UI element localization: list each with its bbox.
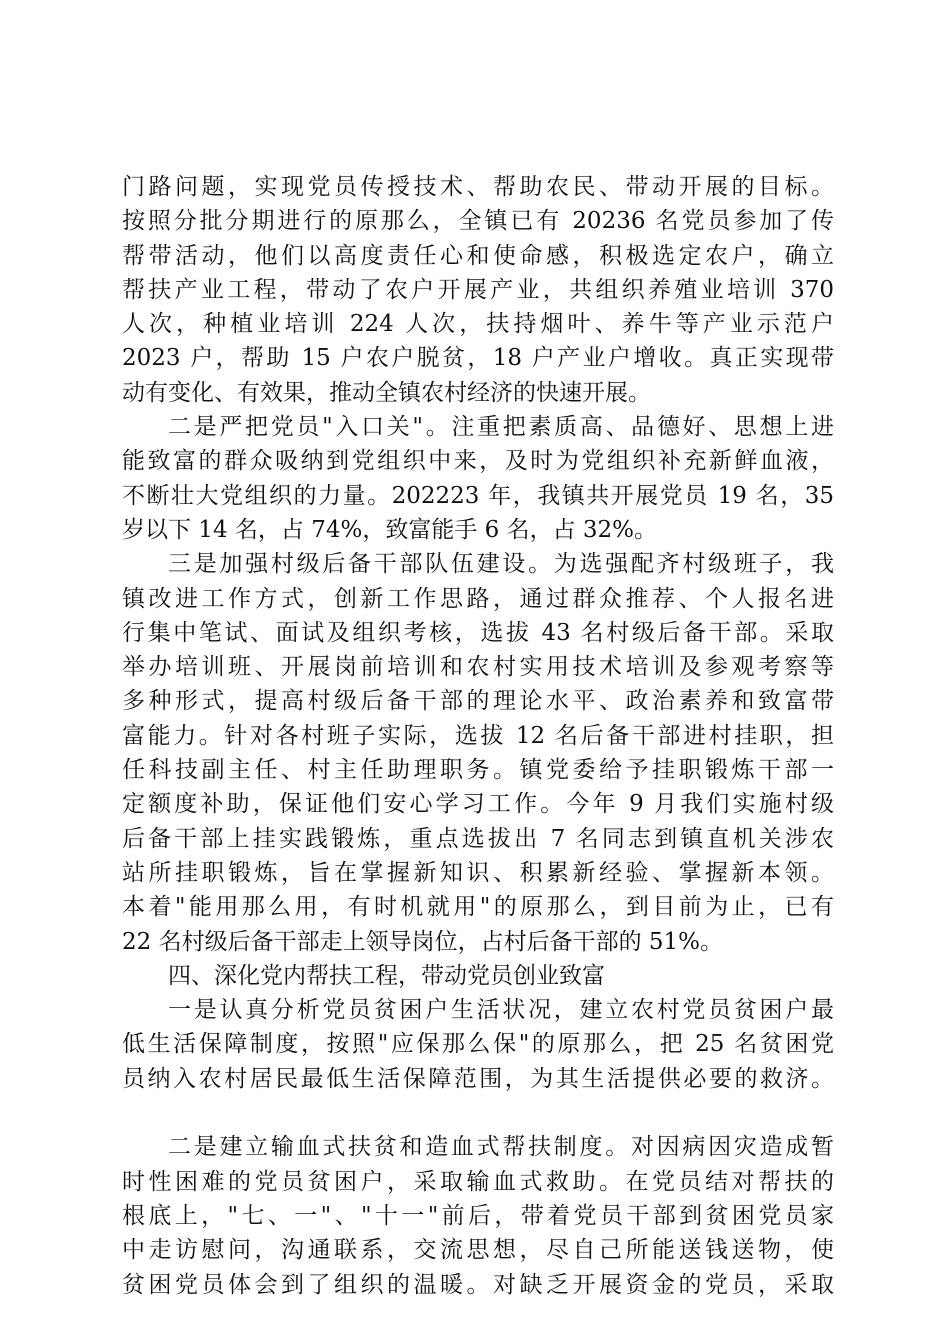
text-line: 低生活保障制度，按照"应保那么保"的原那么，把 25 名贫困党 xyxy=(122,1031,834,1058)
paragraph-start: 二是建立输血式扶贫和造血式帮扶制度。对因病因灾造成暂 xyxy=(168,1134,834,1161)
section-heading: 四、深化党内帮扶工程，带动党员创业致富 xyxy=(168,962,605,989)
text-line: 中走访慰问，沟通联系，交流思想，尽自己所能送钱送物，使 xyxy=(122,1237,834,1264)
blank-line xyxy=(122,1096,834,1130)
body-text xyxy=(122,170,834,1302)
text-line: 时性困难的党员贫困户，采取输血式救助。在党员结对帮扶的 xyxy=(122,1168,834,1195)
text-line: 多种形式，提高村级后备干部的理论水平、政治素养和致富带 xyxy=(122,688,834,715)
text-line: 行集中笔试、面试及组织考核，选拔 43 名村级后备干部。采取 xyxy=(122,619,834,646)
paragraph-start: 一是认真分析党员贫困户生活状况，建立农村党员贫困户最 xyxy=(168,997,834,1024)
text-line: 举办培训班、开展岗前培训和农村实用技术培训及参观考察等 xyxy=(122,654,834,681)
text-line: 帮带活动，他们以高度责任心和使命感，积极选定农户，确立 xyxy=(122,242,834,269)
text-line: 员纳入农村居民最低生活保障范围，为其生活提供必要的救济。 xyxy=(122,1065,834,1092)
text-line: 站所挂职锻炼，旨在掌握新知识、积累新经验、掌握新本领。 xyxy=(122,859,834,886)
text-line: 不断壮大党组织的力量。202223 年，我镇共开展党员 19 名，35 xyxy=(122,482,834,509)
text-line: 按照分批分期进行的原那么，全镇已有 20236 名党员参加了传 xyxy=(122,208,834,235)
text-line: 能致富的群众吸纳到党组织中来，及时为党组织补充新鲜血液， xyxy=(122,448,834,475)
text-line: 2023 户，帮助 15 户农户脱贫，18 户产业户增收。真正实现带 xyxy=(122,345,834,372)
text-line: 岁以下 14 名，占 74%，致富能手 6 名，占 32%。 xyxy=(122,516,658,543)
text-line: 后备干部上挂实践锻炼，重点选拔出 7 名同志到镇直机关涉农 xyxy=(122,825,834,852)
text-line: 定额度补助，保证他们安心学习工作。今年 9 月我们实施村级 xyxy=(122,791,834,818)
text-line: 人次，种植业培训 224 人次，扶持烟叶、养牛等产业示范户 xyxy=(122,311,834,338)
text-line: 帮扶产业工程，带动了农户开展产业，共组织养殖业培训 370 xyxy=(122,276,834,303)
text-line: 根底上，"七、一"、"十一"前后，带着党员干部到贫困党员家 xyxy=(122,1202,834,1229)
text-line: 22 名村级后备干部走上领导岗位，占村后备干部的 51%。 xyxy=(122,928,724,955)
paragraph-start: 三是加强村级后备干部队伍建设。为选强配齐村级班子，我 xyxy=(168,551,834,578)
text-line: 富能力。针对各村班子实际，选拔 12 名后备干部进村挂职，担 xyxy=(122,722,834,749)
text-line: 贫困党员体会到了组织的温暖。对缺乏开展资金的党员，采取 xyxy=(122,1271,834,1298)
text-line: 动有变化、有效果，推动全镇农村经济的快速开展。 xyxy=(122,379,651,406)
paragraph-start: 二是严把党员"入口关"。注重把素质高、品德好、思想上进 xyxy=(168,414,834,441)
text-line: 镇改进工作方式，创新工作思路，通过群众推荐、个人报名进 xyxy=(122,585,834,612)
text-line: 门路问题，实现党员传授技术、帮助农民、带动开展的目标。 xyxy=(122,174,834,200)
text-line: 本着"能用那么用，有时机就用"的原那么，到目前为止，已有 xyxy=(122,894,834,921)
text-line: 任科技副主任、村主任助理职务。镇党委给予挂职锻炼干部一 xyxy=(122,757,834,784)
